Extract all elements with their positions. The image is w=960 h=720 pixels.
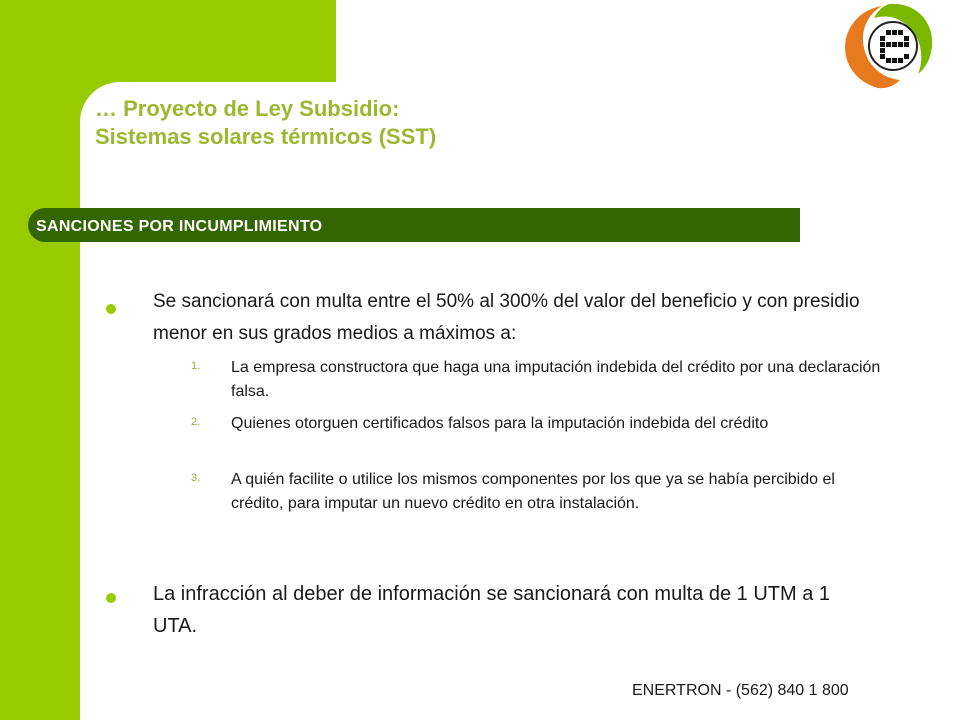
- bullet-text-1: Se sancionará con multa entre el 50% al 300% del valor del beneficio y con presidio menor en sus grados medios a máximos a:: [153, 291, 860, 344]
- bullet-dot-1: [106, 304, 116, 314]
- footer-contact: ENERTRON - (562) 840 1 800: [632, 682, 849, 699]
- bullet-dot-2: [106, 593, 116, 603]
- slide-title: [95, 95, 615, 151]
- sub-item-number: 3.: [191, 472, 201, 484]
- enertron-logo-icon: [838, 0, 938, 95]
- sub-item-text: A quién facilite o utilice los mismos componentes por los que ya se había percibido el crédito, para imputar un nuevo crédito en otra instalación.: [231, 471, 835, 512]
- sub-item-number: 2.: [191, 416, 201, 428]
- title-line-2: Sistemas solares térmicos (SST): [95, 124, 437, 149]
- left-green-bar: [0, 0, 80, 720]
- top-green-block: [80, 0, 336, 82]
- sub-item-number: 1.: [191, 360, 201, 372]
- bullet-text-2: La infracción al deber de información se sancionará con multa de 1 UTM a 1 UTA.: [153, 583, 831, 637]
- section-header-bar: [28, 208, 800, 242]
- section-header-label: SANCIONES POR INCUMPLIMIENTO: [36, 218, 323, 235]
- title-line-1: … Proyecto de Ley Subsidio:: [95, 96, 400, 121]
- sub-item-text: Quienes otorguen certificados falsos para la imputación indebida del crédito: [231, 415, 769, 432]
- sub-item-text: La empresa constructora que haga una imputación indebida del crédito por una declaración falsa.: [231, 359, 881, 400]
